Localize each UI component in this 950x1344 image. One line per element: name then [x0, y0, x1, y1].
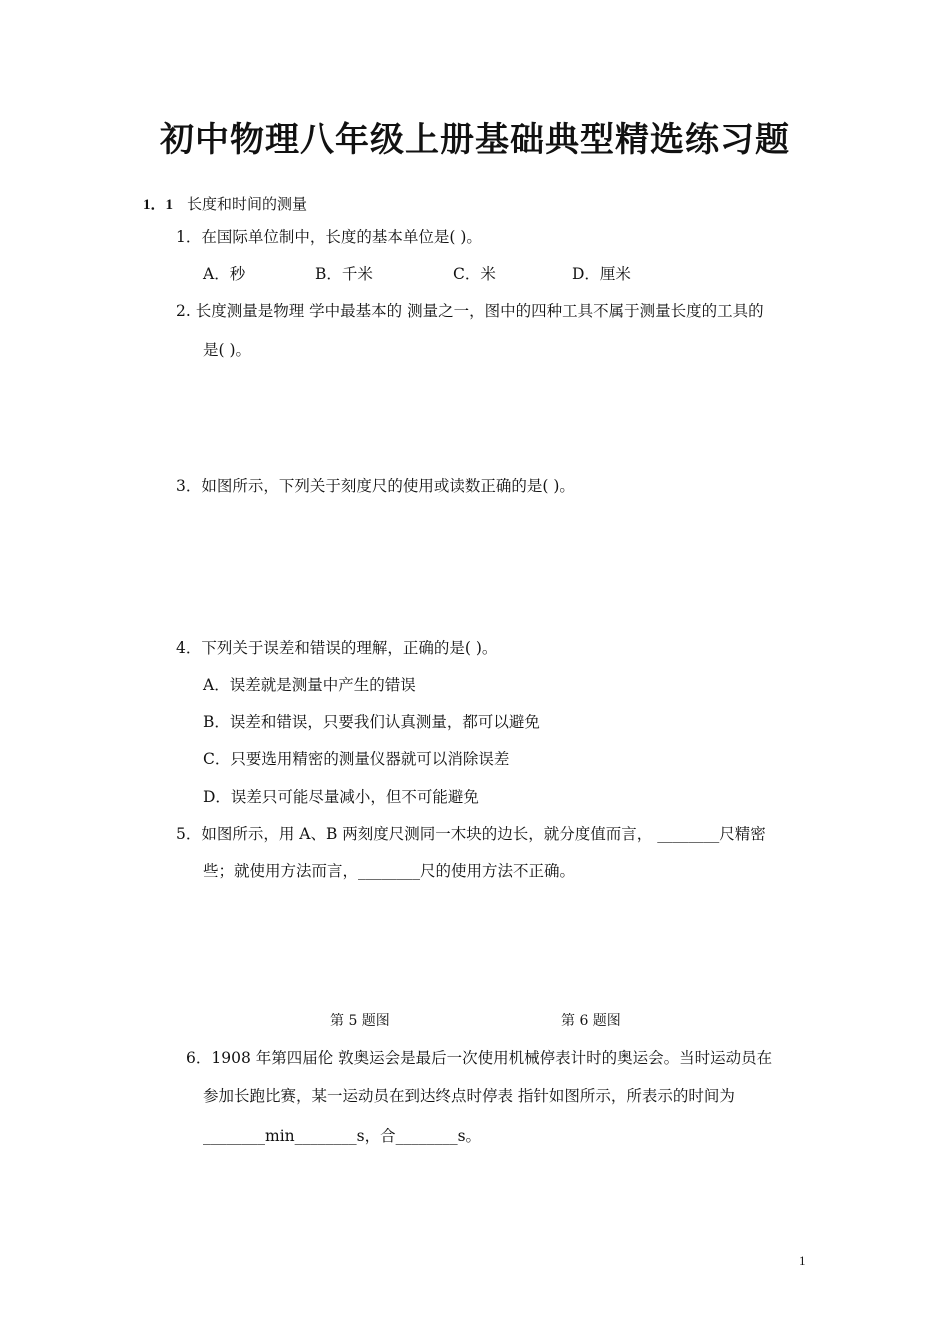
section-number: 1．1 [143, 197, 174, 213]
question-4-stem: 4．下列关于误差和错误的理解，正确的是( )。 [176, 639, 498, 657]
question-4-option-c: C．只要选用精密的测量仪器就可以消除误差 [203, 750, 510, 768]
question-1-stem: 1．在国际单位制中，长度的基本单位是( )。 [176, 228, 482, 246]
question-2-line-2: 是( )。 [203, 341, 252, 359]
question-3-stem: 3．如图所示，下列关于刻度尺的使用或读数正确的是( )。 [176, 477, 575, 495]
question-6-line-1: 6．1908 年第四届伦 敦奥运会是最后一次使用机械停表计时的奥运会。当时运动员在 [186, 1049, 773, 1067]
figure-5-caption: 第 5 题图 [330, 1013, 390, 1029]
question-1-option-b: B．千米 [315, 265, 373, 283]
question-4-option-b: B．误差和错误，只要我们认真测量，都可以避免 [203, 713, 540, 731]
figure-6-caption: 第 6 题图 [561, 1013, 621, 1029]
question-2-line-1: 2. 长度测量是物理 学中最基本的 测量之一，图中的四种工具不属于测量长度的工具的 [176, 302, 764, 320]
question-1-option-d: D．厘米 [572, 265, 631, 283]
question-6-line-3: ________min________s，合________s。 [203, 1127, 482, 1145]
page-number: 1 [799, 1253, 806, 1268]
question-5-line-1: 5．如图所示，用 A、B 两刻度尺测同一木块的边长，就分度值而言， ________尺精密 [176, 825, 766, 843]
question-1-option-a: A．秒 [203, 265, 246, 283]
section-heading [143, 193, 307, 214]
section-label: 长度和时间的测量 [187, 195, 308, 213]
question-5-line-2: 些；就使用方法而言，________尺的使用方法不正确。 [203, 862, 576, 880]
question-4-option-a: A．误差就是测量中产生的错误 [203, 676, 416, 694]
question-4-option-d: D．误差只可能尽量减小，但不可能避免 [203, 788, 479, 806]
question-1-option-c: C．米 [453, 265, 496, 283]
page-title: 初中物理八年级上册基础典型精选练习题 [160, 120, 790, 160]
question-6-line-2: 参加长跑比赛，某一运动员在到达终点时停表 指针如图所示，所表示的时间为 [203, 1087, 735, 1105]
